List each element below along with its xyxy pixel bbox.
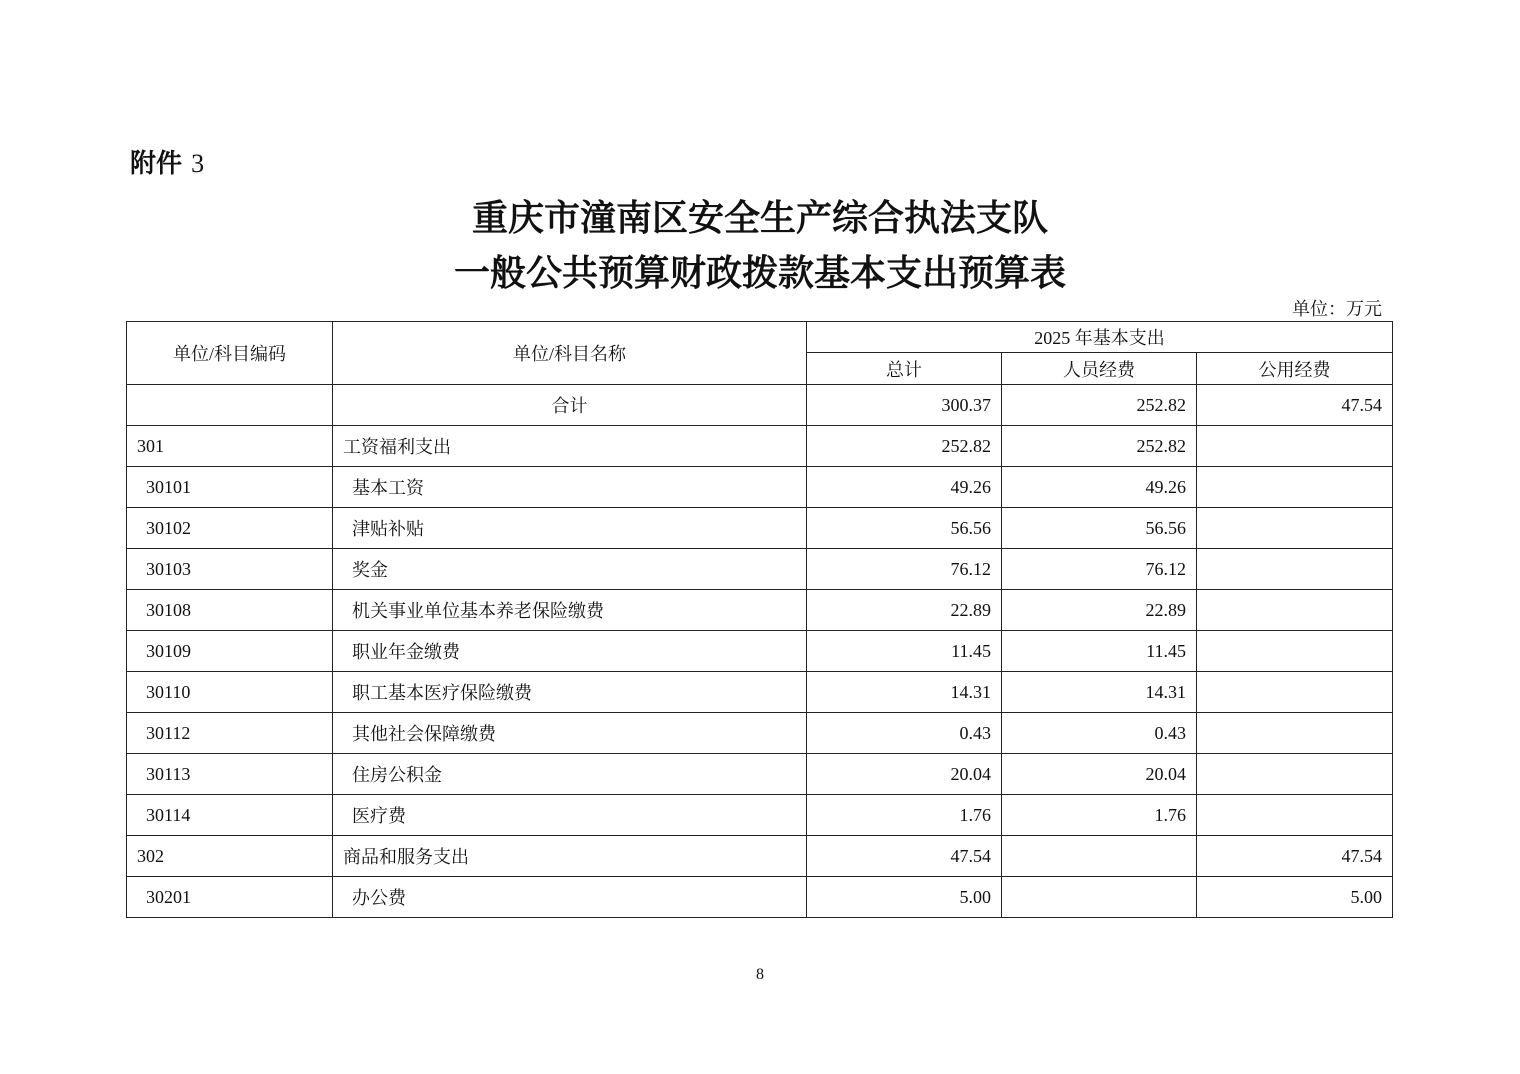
row-code: 30201 <box>127 877 333 918</box>
row-name: 医疗费 <box>333 795 807 836</box>
table-row <box>127 426 1393 467</box>
header-name: 单位/科目名称 <box>333 322 807 385</box>
row-personnel: 1.76 <box>1002 795 1197 836</box>
row-name: 职工基本医疗保险缴费 <box>333 672 807 713</box>
row-total: 252.82 <box>807 426 1002 467</box>
row-public <box>1197 754 1393 795</box>
row-public: 5.00 <box>1197 877 1393 918</box>
table-row <box>127 467 1393 508</box>
row-total: 11.45 <box>807 631 1002 672</box>
row-total: 14.31 <box>807 672 1002 713</box>
row-personnel: 56.56 <box>1002 508 1197 549</box>
row-public <box>1197 508 1393 549</box>
row-personnel: 22.89 <box>1002 590 1197 631</box>
attachment-number: 3 <box>191 149 205 178</box>
header-public: 公用经费 <box>1197 353 1393 385</box>
row-total: 56.56 <box>807 508 1002 549</box>
row-personnel <box>1002 836 1197 877</box>
document-title-line2: 一般公共预算财政拨款基本支出预算表 <box>453 252 1066 294</box>
row-code: 30110 <box>127 672 333 713</box>
row-public <box>1197 426 1393 467</box>
unit-label: 单位：万元 <box>1292 299 1382 319</box>
row-public <box>1197 631 1393 672</box>
row-public <box>1197 549 1393 590</box>
row-total: 0.43 <box>807 713 1002 754</box>
header-group: 2025 年基本支出 <box>807 322 1393 353</box>
table-row <box>127 672 1393 713</box>
row-total: 22.89 <box>807 590 1002 631</box>
row-public <box>1197 713 1393 754</box>
row-code: 30113 <box>127 754 333 795</box>
row-code: 30101 <box>127 467 333 508</box>
row-code: 302 <box>127 836 333 877</box>
row-name: 机关事业单位基本养老保险缴费 <box>333 590 807 631</box>
row-personnel: 252.82 <box>1002 426 1197 467</box>
row-personnel: 11.45 <box>1002 631 1197 672</box>
row-name: 津贴补贴 <box>333 508 807 549</box>
table-row <box>127 836 1393 877</box>
row-total: 20.04 <box>807 754 1002 795</box>
row-total: 5.00 <box>807 877 1002 918</box>
row-personnel: 49.26 <box>1002 467 1197 508</box>
row-name: 办公费 <box>333 877 807 918</box>
row-personnel: 76.12 <box>1002 549 1197 590</box>
row-public: 47.54 <box>1197 836 1393 877</box>
row-name: 职业年金缴费 <box>333 631 807 672</box>
table-row <box>127 549 1393 590</box>
row-total: 1.76 <box>807 795 1002 836</box>
header-code: 单位/科目编码 <box>127 322 333 385</box>
row-public <box>1197 795 1393 836</box>
row-code: 30112 <box>127 713 333 754</box>
row-code: 30102 <box>127 508 333 549</box>
row-public <box>1197 590 1393 631</box>
row-total: 49.26 <box>807 467 1002 508</box>
attachment-text: 附件 <box>130 149 183 179</box>
page-number: 8 <box>756 966 764 983</box>
row-personnel: 14.31 <box>1002 672 1197 713</box>
budget-table <box>126 321 1393 918</box>
table-row <box>127 877 1393 918</box>
total-total: 300.37 <box>807 385 1002 426</box>
row-personnel: 20.04 <box>1002 754 1197 795</box>
table-row <box>127 590 1393 631</box>
total-code <box>127 385 333 426</box>
row-code: 30108 <box>127 590 333 631</box>
header-row-1 <box>127 322 1393 353</box>
row-public <box>1197 467 1393 508</box>
header-total: 总计 <box>807 353 1002 385</box>
row-code: 30103 <box>127 549 333 590</box>
total-personnel: 252.82 <box>1002 385 1197 426</box>
table-row <box>127 713 1393 754</box>
row-total: 76.12 <box>807 549 1002 590</box>
header-personnel: 人员经费 <box>1002 353 1197 385</box>
row-code: 30114 <box>127 795 333 836</box>
row-personnel <box>1002 877 1197 918</box>
row-name: 基本工资 <box>333 467 807 508</box>
attachment-label <box>130 143 204 180</box>
row-personnel: 0.43 <box>1002 713 1197 754</box>
row-name: 其他社会保障缴费 <box>333 713 807 754</box>
row-public <box>1197 672 1393 713</box>
total-name: 合计 <box>333 385 807 426</box>
total-public: 47.54 <box>1197 385 1393 426</box>
table-row <box>127 631 1393 672</box>
table-row <box>127 754 1393 795</box>
row-code: 30109 <box>127 631 333 672</box>
row-code: 301 <box>127 426 333 467</box>
row-name: 商品和服务支出 <box>333 836 807 877</box>
row-name: 工资福利支出 <box>333 426 807 467</box>
table-row <box>127 508 1393 549</box>
row-name: 奖金 <box>333 549 807 590</box>
row-total: 47.54 <box>807 836 1002 877</box>
row-name: 住房公积金 <box>333 754 807 795</box>
total-row <box>127 385 1393 426</box>
document-title-line1: 重庆市潼南区安全生产综合执法支队 <box>471 197 1048 239</box>
table-row <box>127 795 1393 836</box>
